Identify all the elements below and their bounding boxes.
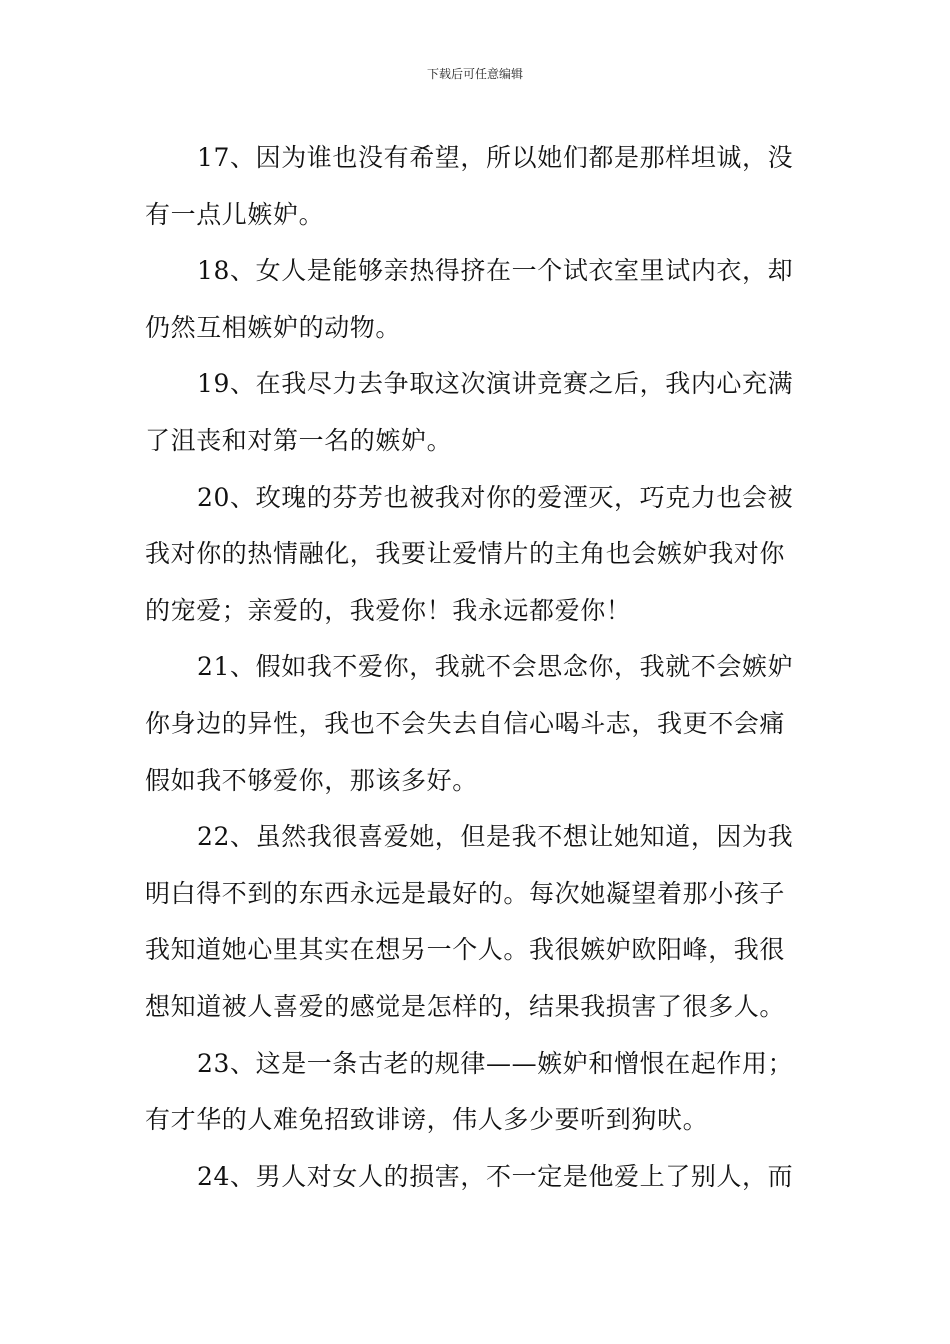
- paragraph-line: 18、女人是能够亲热得挤在一个试衣室里试内衣，却: [197, 256, 794, 286]
- document-body: [145, 130, 805, 1205]
- paragraph-line: 假如我不够爱你，那该多好。: [145, 765, 478, 795]
- paragraph-line: 你身边的异性，我也不会失去自信心喝斗志，我更不会痛: [145, 708, 786, 738]
- paragraph-line: 的宠爱；亲爱的，我爱你！我永远都爱你！: [145, 595, 632, 625]
- paragraph-line: 仍然互相嫉妒的动物。: [145, 312, 402, 342]
- paragraph-18: [145, 243, 805, 356]
- paragraph-line: 20、玫瑰的芬芳也被我对你的爱湮灭，巧克力也会被: [197, 482, 794, 512]
- paragraph-line: 22、虽然我很喜爱她，但是我不想让她知道，因为我: [197, 822, 794, 852]
- paragraph-line: 我对你的热情融化，我要让爱情片的主角也会嫉妒我对你: [145, 539, 786, 569]
- page-header: 下载后可任意编辑: [426, 67, 523, 81]
- paragraph-line: 有一点儿嫉妒。: [145, 199, 325, 229]
- paragraph-line: 21、假如我不爱你，我就不会思念你，我就不会嫉妒: [197, 652, 794, 682]
- paragraph-line: 17、因为谁也没有希望，所以她们都是那样坦诚，没: [197, 143, 794, 172]
- paragraph-19: [145, 356, 805, 469]
- paragraph-line: 明白得不到的东西永远是最好的。每次她凝望着那小孩子: [145, 878, 786, 908]
- paragraph-22: [145, 809, 805, 1035]
- paragraph-line: 19、在我尽力去争取这次演讲竞赛之后，我内心充满: [197, 369, 794, 399]
- paragraph-line: 了沮丧和对第一名的嫉妒。: [145, 425, 453, 455]
- paragraph-21: [145, 639, 805, 809]
- paragraph-17: [145, 130, 805, 243]
- paragraph-line: 23、这是一条古老的规律——嫉妒和憎恨在起作用；: [197, 1048, 794, 1078]
- paragraph-line: 24、男人对女人的损害，不一定是他爱上了别人，而: [197, 1161, 794, 1191]
- paragraph-line: 想知道被人喜爱的感觉是怎样的，结果我损害了很多人。: [145, 991, 786, 1021]
- paragraph-23: [145, 1036, 805, 1149]
- paragraph-20: [145, 470, 805, 640]
- paragraph-24: [145, 1149, 805, 1206]
- paragraph-line: 我知道她心里其实在想另一个人。我很嫉妒欧阳峰，我很: [145, 935, 786, 965]
- paragraph-line: 有才华的人难免招致诽谤，伟人多少要听到狗吠。: [145, 1105, 709, 1135]
